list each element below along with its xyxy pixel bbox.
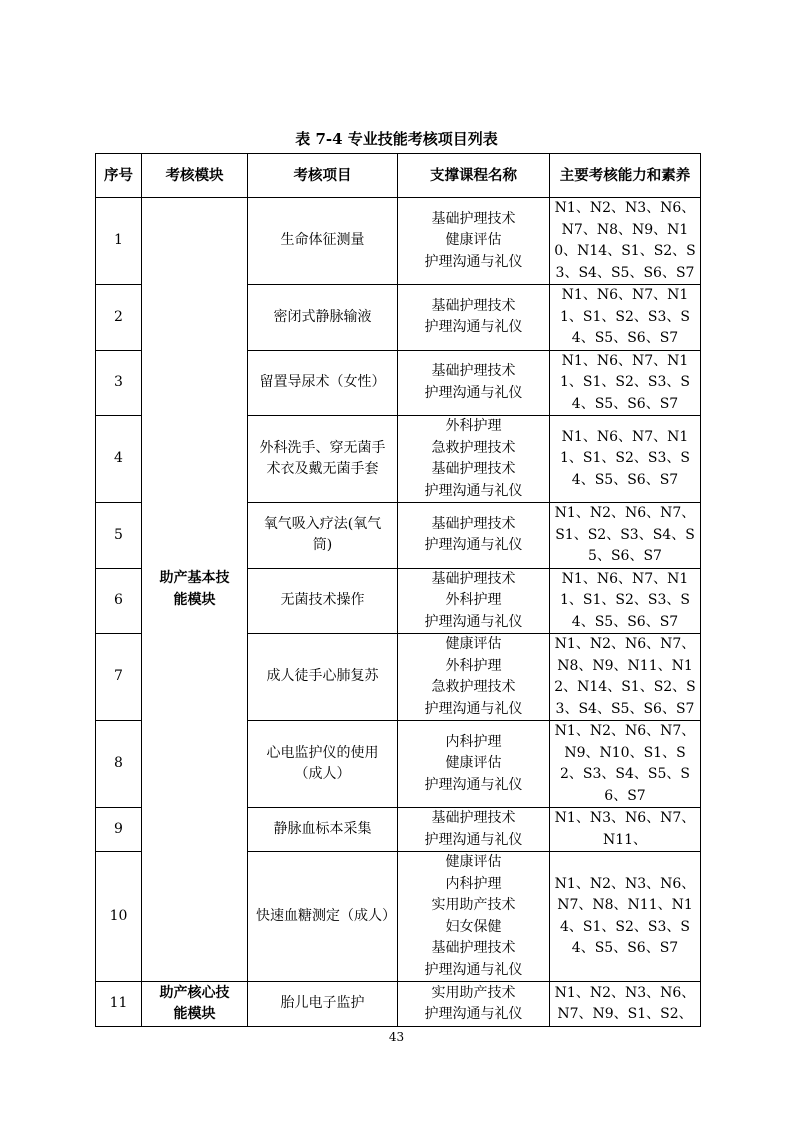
item-name: 心电监护仪的使用（成人） (248, 721, 398, 808)
ability-codes: N1、N2、N3、N6、N7、N9、S1、S2、 (550, 982, 701, 1027)
row-number: 11 (96, 982, 142, 1027)
course-name: 护理沟通与礼仪 (424, 482, 523, 499)
course-name: 护理沟通与礼仪 (424, 776, 523, 793)
course-list (398, 982, 550, 1027)
ability-codes: N1、N2、N6、N7、N9、N10、S1、S2、S3、S4、S5、S6、S7 (550, 721, 701, 808)
header-item: 考核项目 (248, 154, 398, 198)
course-list (398, 285, 550, 351)
course-name: 护理沟通与礼仪 (424, 961, 523, 978)
ability-codes: N1、N6、N7、N11、S1、S2、S3、S4、S5、S6、S7 (550, 416, 701, 503)
module-core: 助产核心技能模块 (142, 982, 248, 1027)
row-number: 4 (96, 416, 142, 503)
ability-codes: N1、N3、N6、N7、N11、 (550, 808, 701, 852)
row-number: 7 (96, 634, 142, 721)
course-name: 基础护理技术 (431, 515, 516, 532)
item-name: 留置导尿术（女性） (248, 350, 398, 416)
course-list (398, 198, 550, 285)
skills-table (95, 153, 701, 1027)
course-name: 内科护理 (445, 733, 502, 750)
row-number: 2 (96, 285, 142, 351)
course-name: 基础护理技术 (431, 940, 516, 956)
course-name: 急救护理技术 (431, 679, 516, 695)
course-name: 基础护理技术 (431, 461, 516, 477)
course-list (398, 808, 550, 852)
item-name: 氧气吸入疗法(氧气筒) (248, 503, 398, 569)
ability-codes: N1、N2、N3、N6、N7、N8、N11、N14、S1、S2、S3、S4、S5、S6、S7 (550, 852, 701, 982)
course-name: 基础护理技术 (431, 210, 516, 227)
course-name: 健康评估 (445, 232, 502, 249)
table-header-row (96, 154, 701, 198)
course-name: 内科护理 (445, 875, 502, 892)
page-number: 43 (388, 1030, 405, 1044)
course-name: 实用助产技术 (431, 897, 516, 913)
course-list (398, 721, 550, 808)
ability-codes: N1、N2、N6、N7、S1、S2、S3、S4、S5、S6、S7 (550, 503, 701, 569)
course-list (398, 634, 550, 721)
course-name: 护理沟通与礼仪 (424, 537, 523, 554)
header-course: 支撑课程名称 (398, 154, 550, 198)
course-list (398, 416, 550, 503)
course-name: 基础护理技术 (431, 810, 516, 826)
header-ability: 主要考核能力和素养 (550, 154, 701, 198)
course-name: 护理沟通与礼仪 (424, 700, 523, 717)
course-name: 护理沟通与礼仪 (424, 319, 523, 336)
course-name: 妇女保健 (445, 918, 502, 935)
row-number: 5 (96, 503, 142, 569)
item-name: 外科洗手、穿无菌手术衣及戴无菌手套 (248, 416, 398, 503)
course-name: 基础护理技术 (431, 570, 516, 587)
row-number: 8 (96, 721, 142, 808)
ability-codes: N1、N2、N6、N7、N8、N9、N11、N12、N14、S1、S2、S3、S4、S5、S6、S7 (550, 634, 701, 721)
item-name: 无菌技术操作 (248, 568, 398, 634)
item-name: 胎儿电子监护 (248, 982, 398, 1027)
table-row (96, 198, 701, 285)
ability-codes: N1、N6、N7、N11、S1、S2、S3、S4、S5、S6、S7 (550, 350, 701, 416)
course-name: 护理沟通与礼仪 (424, 1006, 523, 1022)
item-name: 密闭式静脉输液 (248, 285, 398, 351)
course-list (398, 852, 550, 982)
course-name: 外科护理 (445, 418, 502, 434)
row-number: 9 (96, 808, 142, 852)
course-list (398, 350, 550, 416)
course-list (398, 503, 550, 569)
course-name: 外科护理 (445, 657, 502, 674)
header-module: 考核模块 (142, 154, 248, 198)
module-basic: 助产基本技能模块 (142, 198, 248, 982)
item-name: 生命体征测量 (248, 198, 398, 285)
header-no: 序号 (96, 154, 142, 198)
course-name: 护理沟通与礼仪 (424, 831, 523, 848)
row-number: 1 (96, 198, 142, 285)
course-name: 外科护理 (445, 592, 502, 608)
row-number: 3 (96, 350, 142, 416)
table-caption: 表 7-4 专业技能考核项目列表 (295, 130, 498, 148)
course-name: 健康评估 (445, 636, 502, 652)
course-name: 实用助产技术 (431, 984, 516, 1001)
item-name: 快速血糖测定（成人） (248, 852, 398, 982)
course-name: 健康评估 (445, 755, 502, 772)
course-name: 护理沟通与礼仪 (424, 253, 523, 270)
row-number: 10 (96, 852, 142, 982)
course-name: 基础护理技术 (431, 363, 516, 380)
row-number: 6 (96, 568, 142, 634)
ability-codes: N1、N6、N7、N11、S1、S2、S3、S4、S5、S6、S7 (550, 285, 701, 351)
item-name: 静脉血标本采集 (248, 808, 398, 852)
item-name: 成人徒手心肺复苏 (248, 634, 398, 721)
course-name: 健康评估 (445, 854, 502, 870)
course-list (398, 568, 550, 634)
course-name: 护理沟通与礼仪 (424, 384, 523, 401)
course-name: 急救护理技术 (431, 439, 516, 456)
ability-codes: N1、N2、N3、N6、N7、N8、N9、N10、N14、S1、S2、S3、S4、S5、S6、S7 (550, 198, 701, 285)
ability-codes: N1、N6、N7、N11、S1、S2、S3、S4、S5、S6、S7 (550, 568, 701, 634)
course-name: 护理沟通与礼仪 (424, 613, 523, 630)
table-row (96, 982, 701, 1027)
course-name: 基础护理技术 (431, 297, 516, 314)
